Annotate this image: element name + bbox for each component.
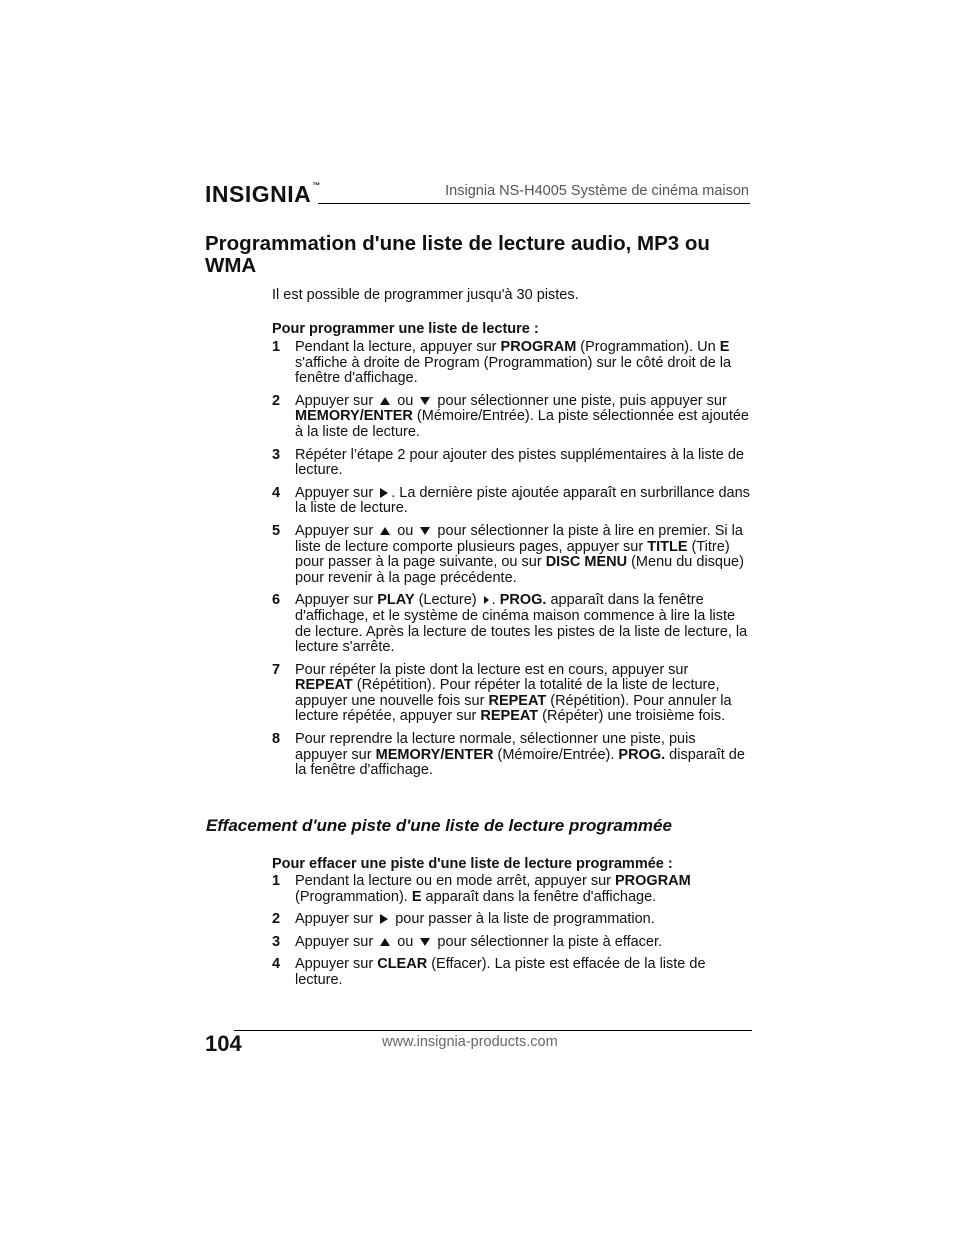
list-item: 4 Appuyer sur CLEAR (Effacer). La piste est effacée de la liste de lecture. xyxy=(272,956,706,988)
header-rule xyxy=(318,203,750,204)
arrow-up-icon xyxy=(380,938,390,946)
insignia-logo: INSIGNIA™ xyxy=(205,181,321,207)
list-item: 3 Répéter l’étape 2 pour ajouter des pistes supplémentaires à la liste de lecture. xyxy=(272,446,744,479)
list-item: 3 Appuyer sur ou pour sélectionner la piste à effacer. xyxy=(272,933,663,950)
list-item: 8 Pour reprendre la lecture normale, sélectionner une piste, puis appuyer sur MEMORY/ENTER (Mémoire/Entrée). PROG. disparaît de la fenêtre d'affichage. xyxy=(272,731,745,779)
footer-rule xyxy=(234,1030,752,1031)
arrow-down-icon xyxy=(420,527,430,535)
list-item: 1 Pendant la lecture ou en mode arrêt, appuyer sur PROGRAM (Programmation). E apparaît dans la fenêtre d'affichage. xyxy=(272,873,691,905)
intro-text: Il est possible de programmer jusqu'à 30 pistes. xyxy=(272,287,579,303)
list-item: 7 Pour répéter la piste dont la lecture est en cours, appuyer sur REPEAT (Répétition). Pour répéter la totalité de la liste de lecture, appuyer une nouvelle fois sur REPEAT (Répétition). Pour annuler la lecture répétée, appuyer sur REPEAT (Répéter) une troisième fois. xyxy=(272,661,732,725)
arrow-down-icon xyxy=(420,397,430,405)
list-item: 4 Appuyer sur . La dernière piste ajoutée apparaît en surbrillance dans la liste de lecture. xyxy=(272,484,750,517)
list-item: 1 Pendant la lecture, appuyer sur PROGRAM (Programmation). Un E s'affiche à droite de Program (Programmation) sur le côté droit de la fenêtre d'affichage. xyxy=(272,339,732,387)
page-number: 104 xyxy=(205,1031,242,1056)
procedure-label: Pour effacer une piste d'une liste de lecture programmée : xyxy=(272,856,673,872)
erase-steps-list xyxy=(272,874,750,989)
arrow-right-icon xyxy=(380,914,388,924)
arrow-up-icon xyxy=(380,397,390,405)
list-item: 2 Appuyer sur pour passer à la liste de programmation. xyxy=(272,911,655,928)
list-item: 6 Appuyer sur PLAY (Lecture) . PROG. apparaît dans la fenêtre d'affichage, et le système de cinéma maison commence à lire la liste de lecture. Après la lecture de toutes les pistes de la liste de lecture, la lecture s'arrête. xyxy=(272,592,748,656)
header-title: Insignia NS-H4005 Système de cinéma maison xyxy=(445,183,749,199)
program-steps-list xyxy=(272,340,750,779)
arrow-up-icon xyxy=(380,527,390,535)
arrow-right-icon xyxy=(380,488,388,498)
list-item: 5 Appuyer sur ou pour sélectionner la piste à lire en premier. Si la liste de lecture comporte plusieurs pages, appuyer sur TITLE (Titre) pour passer à la page suivante, ou sur DISC MENU (Menu du disque) pour revenir à la page précédente. xyxy=(272,522,744,586)
procedure-label: Pour programmer une liste de lecture : xyxy=(272,321,539,337)
subsection-heading: Effacement d'une piste d'une liste de lecture programmée xyxy=(206,816,672,835)
play-arrow-icon xyxy=(484,596,489,604)
section-heading: Programmation d'une liste de lecture audio, MP3 ou WMA xyxy=(205,232,710,277)
arrow-down-icon xyxy=(420,938,430,946)
footer-url: www.insignia-products.com xyxy=(382,1034,558,1050)
list-item: 2 Appuyer sur ou pour sélectionner une piste, puis appuyer sur MEMORY/ENTER (Mémoire/Entrée). La piste sélectionnée est ajoutée à la liste de lecture. xyxy=(272,392,749,440)
